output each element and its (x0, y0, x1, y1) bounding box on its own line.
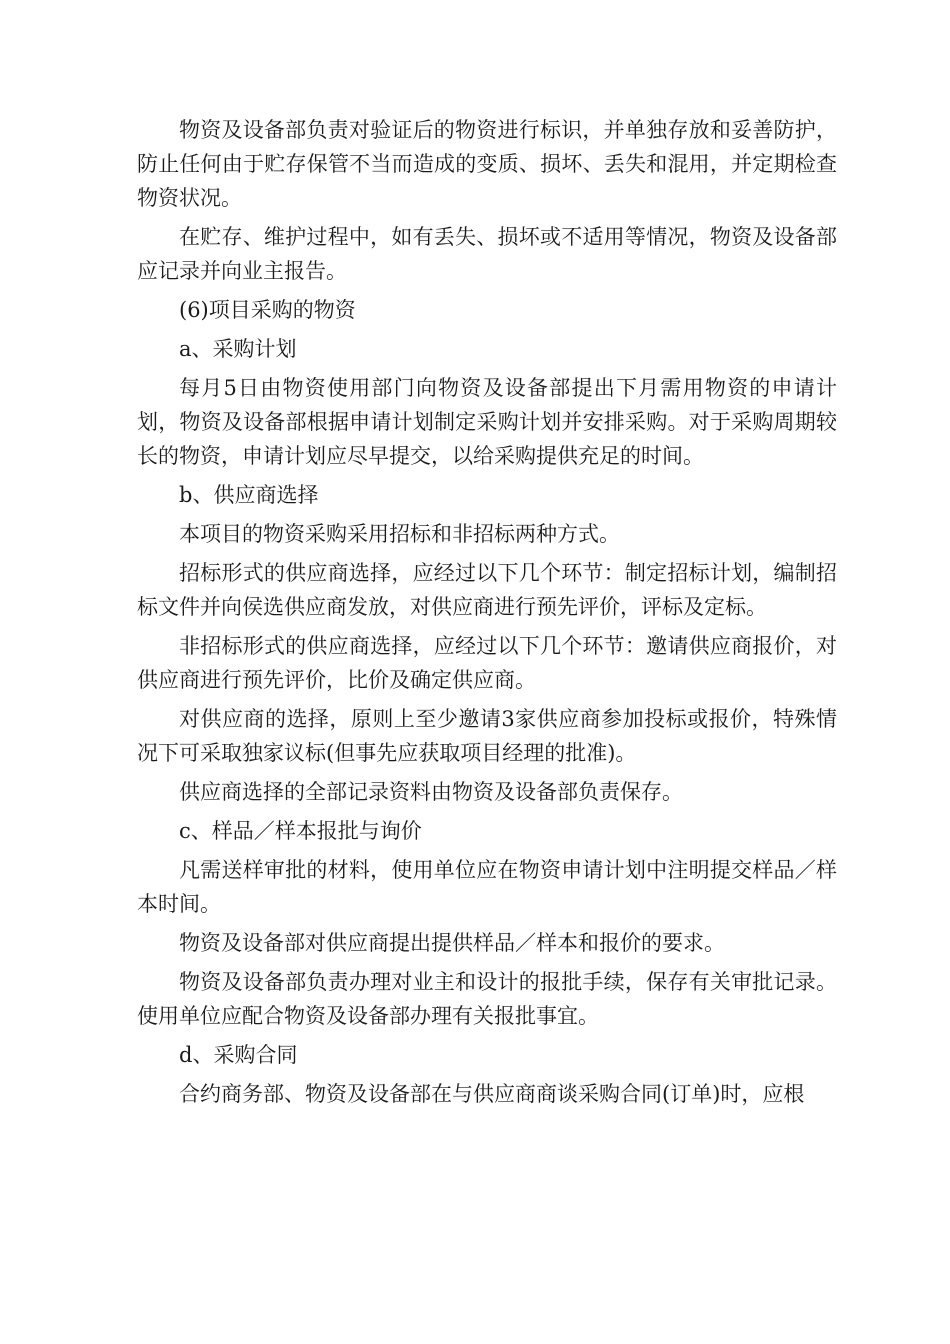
paragraph-tender-selection: 招标形式的供应商选择，应经过以下几个环节：制定招标计划，编制招标文件并向侯选供应商发放，对供应商进行预先评价，评标及定标。 (137, 561, 837, 619)
paragraph-purchase-plan: 每月5日由物资使用部门向物资及设备部提出下月需用物资的申请计划，物资及设备部根据申请计划制定采购计划并安排采购。对于采购周期较长的物资，申请计划应尽早提交，以给采购提供充足的时间。 (137, 376, 837, 468)
document-page (137, 113, 837, 1116)
section-heading-procurement: (6)项目采购的物资 (179, 298, 356, 322)
subheading-supplier-selection: b、供应商选择 (179, 483, 319, 507)
subheading-purchase-plan: a、采购计划 (179, 337, 297, 361)
subheading-sample-approval: c、样品／样本报批与询价 (179, 819, 422, 843)
subheading-purchase-contract: d、采购合同 (179, 1043, 298, 1067)
paragraph-sample-submission: 凡需送样审批的材料，使用单位应在物资申请计划中注明提交样品／样本时间。 (137, 858, 837, 916)
paragraph-selection-records: 供应商选择的全部记录资料由物资及设备部负责保存。 (179, 780, 683, 804)
paragraph-contract-negotiation: 合约商务部、物资及设备部在与供应商商谈采购合同(订单)时，应根 (179, 1082, 805, 1106)
paragraph-approval-procedure: 物资及设备部负责办理对业主和设计的报批手续，保存有关审批记录。使用单位应配合物资及设备部办理有关报批事宜。 (137, 970, 837, 1028)
paragraph-loss-report: 在贮存、维护过程中，如有丢失、损坏或不适用等情况，物资及设备部应记录并向业主报告。 (137, 225, 837, 283)
paragraph-selection-principle: 对供应商的选择，原则上至少邀请3家供应商参加投标或报价，特殊情况下可采取独家议标(但事先应获取项目经理的批准)。 (137, 707, 837, 765)
paragraph-sample-request: 物资及设备部对供应商提出提供样品／样本和报价的要求。 (179, 931, 725, 955)
paragraph-procurement-methods: 本项目的物资采购采用招标和非招标两种方式。 (179, 522, 620, 546)
paragraph-storage-marking: 物资及设备部负责对验证后的物资进行标识，并单独存放和妥善防护，防止任何由于贮存保管不当而造成的变质、损坏、丢失和混用，并定期检查物资状况。 (137, 118, 837, 210)
paragraph-non-tender-selection: 非招标形式的供应商选择，应经过以下几个环节：邀请供应商报价，对供应商进行预先评价，比价及确定供应商。 (137, 634, 837, 692)
